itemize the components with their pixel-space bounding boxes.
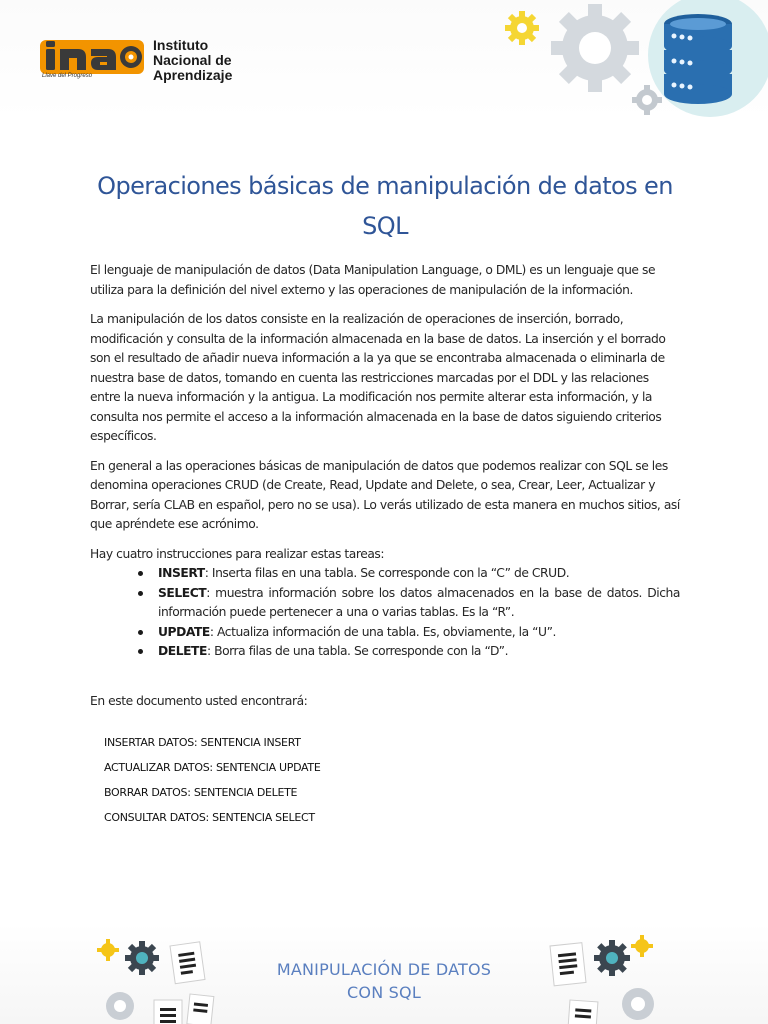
document-icon bbox=[187, 994, 214, 1024]
gear-icon bbox=[632, 85, 662, 115]
document-icon bbox=[170, 942, 205, 984]
list-item bbox=[158, 623, 680, 643]
footer-title-line: CON SQL bbox=[347, 983, 421, 1002]
gear-icon bbox=[594, 940, 630, 976]
paragraph: En general a las operaciones básicas de manipulación de datos que podemos realizar con SQL se les denomina operaciones CRUD (de Create, Read, Update and Delete, o sea, Crear, Leer, Actualizar y Borrar, sería CLAB en español, pero no se usa). Lo verás utilizado de esta manera en muchos sitios, así que apréndete ese acrónimo. bbox=[90, 458, 680, 531]
header-decoration bbox=[470, 0, 768, 120]
contents-item: BORRAR DATOS: SENTENCIA DELETE bbox=[104, 786, 298, 799]
instruction-keyword: INSERT bbox=[158, 566, 205, 580]
logo-slogan: Llave del Progreso bbox=[42, 73, 93, 79]
database-icon bbox=[664, 14, 732, 104]
page-title: Operaciones básicas de manipulación de datos en SQL bbox=[97, 172, 673, 241]
institution-name bbox=[153, 38, 253, 83]
gear-icon bbox=[106, 992, 134, 1020]
institution-line: Aprendizaje bbox=[153, 67, 233, 83]
footer-decoration-left bbox=[90, 924, 230, 1024]
contents-intro: En este documento usted encontrará: bbox=[90, 693, 308, 708]
header-banner bbox=[0, 0, 768, 120]
gear-icon bbox=[97, 939, 119, 961]
list-intro: Hay cuatro instrucciones para realizar estas tareas: bbox=[90, 546, 385, 561]
contents-item: CONSULTAR DATOS: SENTENCIA SELECT bbox=[104, 811, 315, 824]
instruction-description: : muestra información sobre los datos almacenados en la base de datos. Dicha información puede pertenecer a una o varias tablas. Es la “R”. bbox=[158, 585, 680, 619]
footer-banner bbox=[0, 924, 768, 1024]
list-item bbox=[158, 564, 680, 584]
list-item bbox=[158, 642, 680, 662]
paragraph: La manipulación de los datos consiste en la realización de operaciones de inserción, borrado, modificación y consulta de la información almacenada en la base de datos. La inserción y el borrado son el resultado de añadir nueva información a la ya que se encontraba almacenada o eliminarla de nuestra base de datos, tomando en cuenta las restricciones marcadas por el DDL y las relaciones entre la nueva información y la antigua. La modificación nos permite alterar esta información, y la consulta nos permite el acceso a la información almacenada en la base de datos siguiendo criterios específicos. bbox=[90, 312, 666, 443]
contents-list bbox=[104, 734, 504, 834]
institution-line: Nacional de bbox=[153, 52, 232, 68]
document-icon bbox=[550, 943, 586, 986]
gear-icon bbox=[551, 4, 639, 92]
instruction-description: : Borra filas de una tabla. Se corresponde con la “D”. bbox=[206, 644, 509, 658]
instruction-keyword: UPDATE bbox=[158, 624, 210, 639]
gear-icon bbox=[631, 935, 653, 957]
list-item bbox=[158, 584, 680, 623]
contents-item: ACTUALIZAR DATOS: SENTENCIA UPDATE bbox=[104, 761, 321, 774]
gear-icon bbox=[125, 941, 159, 975]
document-body bbox=[90, 261, 680, 721]
document-icon bbox=[154, 1000, 182, 1024]
instruction-keyword: DELETE bbox=[158, 644, 207, 658]
footer-title bbox=[230, 958, 538, 1004]
gear-icon bbox=[622, 988, 654, 1020]
paragraph: El lenguaje de manipulación de datos (Data Manipulation Language, o DML) es un lenguaje que se utiliza para la definición del nivel externo y las operaciones de manipulación de la información. bbox=[90, 263, 656, 297]
institution-line: Instituto bbox=[153, 37, 209, 53]
footer-title-line: MANIPULACIÓN DE DATOS bbox=[276, 960, 492, 979]
instruction-keyword: SELECT bbox=[158, 585, 207, 600]
footer-decoration-right bbox=[530, 924, 680, 1024]
document-icon bbox=[568, 1000, 598, 1024]
gear-icon bbox=[505, 11, 539, 45]
contents-item: INSERTAR DATOS: SENTENCIA INSERT bbox=[104, 736, 301, 749]
instruction-description: : Actualiza información de una tabla. Es, obviamente, la “U”. bbox=[209, 624, 556, 639]
instruction-list bbox=[90, 564, 680, 662]
instruction-description: : Inserta filas en una tabla. Se corresponde con la “C” de CRUD. bbox=[204, 566, 570, 580]
